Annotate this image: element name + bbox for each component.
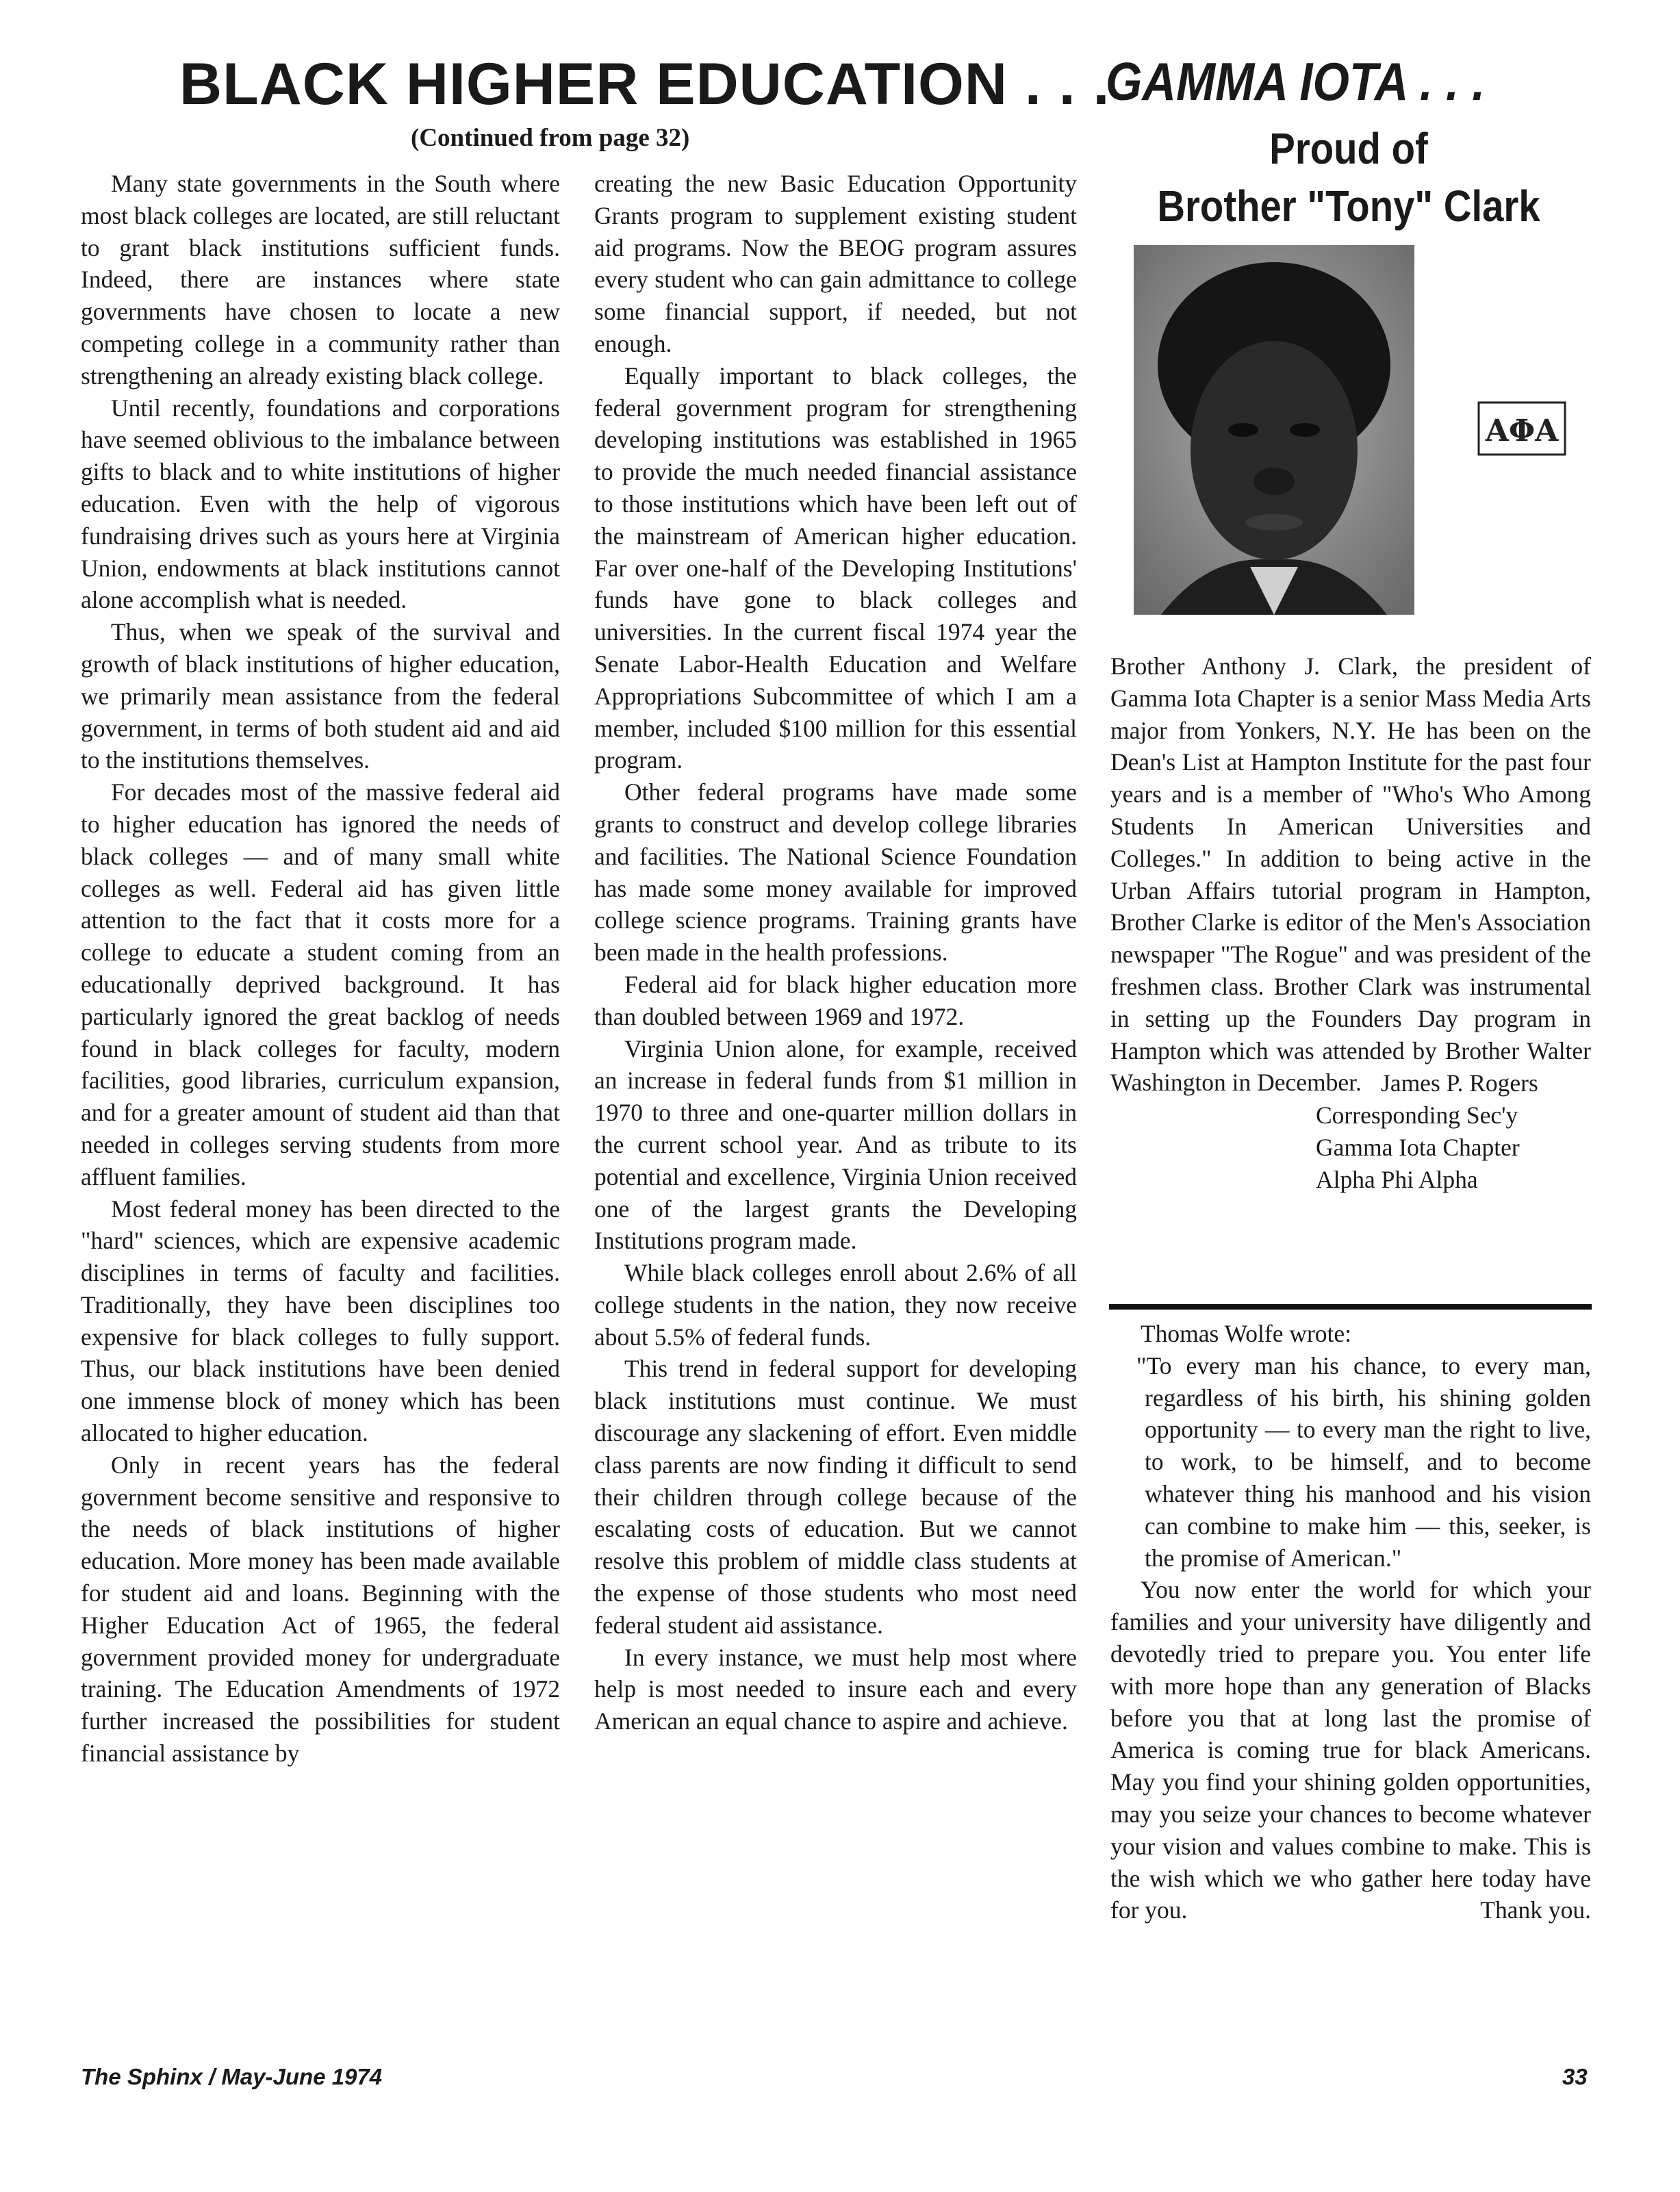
paragraph: Federal aid for black higher education more than doubled between 1969 and 1972. xyxy=(594,970,1077,1030)
paragraph: Most federal money has been directed to the "hard" sciences, which are expensive academic disciplines in terms of faculty and facilities. Traditionally, they have been disciplines too expensive for black colleges to fully support. Thus, our black institutions have been denied one immense block of money which has been allocated to higher education. xyxy=(81,1195,560,1447)
paragraph: For decades most of the massive federal aid to higher education has ignored the needs of black colleges — and of many small white colleges as well. Federal aid has given little attention to the fact that it costs more for a college to educate a student coming from an educationally deprived background. It has particularly ignored the great backlog of needs found in black colleges for faculty, modern facilities, good libraries, curriculum expansion, and for a greater amount of student aid than that needed in colleges serving students from more affluent families. xyxy=(81,778,560,1190)
paragraph: While black colleges enroll about 2.6% of all college students in the nation, they now receive about 5.5% of federal funds. xyxy=(594,1259,1077,1351)
signature-name: James P. Rogers xyxy=(1381,1069,1538,1097)
paragraph: In every instance, we must help most where help is most needed to insure each and every American an equal chance to aspire and achieve. xyxy=(594,1643,1077,1735)
closing-column xyxy=(1110,1318,1591,1926)
paragraph: Thus, when we speak of the survival and growth of black institutions of higher education, we primarily mean assistance from the federal government, in terms of both student aid and aid to the institutions themselves. xyxy=(81,618,560,774)
portrait-photo xyxy=(1134,245,1414,615)
publication-footer: The Sphinx / May-June 1974 xyxy=(81,2064,383,2089)
paragraph: This trend in federal support for developing black institutions must continue. We must discourage any slackening of effort. Even middle class parents are now finding it difficult to send their children through college because of the escalating costs of education. But we cannot resolve this problem of middle class students at the expense of those students who most need federal student aid assistance. xyxy=(594,1355,1077,1639)
proud-line-1: Proud of xyxy=(1269,124,1428,173)
article-column-2 xyxy=(594,168,1077,1737)
paragraph: Only in recent years has the federal government become sensitive and responsive to the needs of black institutions of higher education. More money has been made available for student aid and loans. Beginning with the Higher Education Act of 1965, the federal government provided money for undergraduate training. The Education Amendments of 1972 further increased the possibilities for student financial assistance by xyxy=(81,1451,560,1768)
signature-chapter: Gamma Iota Chapter xyxy=(1316,1133,1520,1161)
article-headline: BLACK HIGHER EDUCATION . . . xyxy=(179,51,1110,117)
signature-fraternity: Alpha Phi Alpha xyxy=(1316,1165,1478,1193)
closing-paragraph xyxy=(1110,1574,1591,1926)
thank-you: Thank you. xyxy=(1480,1896,1591,1924)
sidebar-title: GAMMA IOTA . . . xyxy=(1106,51,1486,112)
paragraph: Until recently, foundations and corporations have seemed oblivious to the imbalance between gifts to black and to white institutions of higher education. Even with the help of vigorous fundraising drives such as yours here at Virginia Union, endowments at black institutions cannot alone accomplish what is needed. xyxy=(81,394,560,614)
article-column-1 xyxy=(81,168,560,1770)
quote-intro: Thomas Wolfe wrote: xyxy=(1141,1320,1352,1347)
paragraph: Many state governments in the South where most black colleges are located, are still reluctant to grant black institutions sufficient funds. Indeed, there are instances where state governments have chosen to locate a new competing college in a community rather than strengthening an already existing black college. xyxy=(81,170,560,390)
crest-letters: ΑΦΑ xyxy=(1485,413,1559,448)
paragraph: Virginia Union alone, for example, received an increase in federal funds from $1 million in 1970 to three and one-quarter million dollars in the current school year. And as tribute to its potential and excellence, Virginia Union received one of the largest grants the Developing Institutions program made. xyxy=(594,1034,1077,1255)
paragraph: Other federal programs have made some grants to construct and develop college libraries and facilities. The National Science Foundation has made some money available for improved college science programs. Training grants have been made in the health professions. xyxy=(594,778,1077,967)
paragraph: creating the new Basic Education Opportunity Grants program to supplement existing student aid programs. Now the BEOG program assures every student who can gain admittance to college some financial support, if needed, but not enough. xyxy=(594,170,1077,357)
closing-text: You now enter the world for which your families and your university have diligently and devotedly tried to prepare you. You enter life with more hope than any generation of Blacks before you that at long last the promise of America is coming true for black Americans. May you find your shining golden opportunities, may you seize your chances to become whatever your vision and values combine to make. This is the wish which we who gather here today have for you. xyxy=(1110,1576,1591,1924)
continued-note: (Continued from page 32) xyxy=(411,124,690,152)
page-number: 33 xyxy=(1562,2064,1588,2089)
signature-title: Corresponding Sec'y xyxy=(1316,1101,1518,1129)
wolfe-quote: "To every man his chance, to every man, regardless of his birth, his shining golden opportunity — to every man the right to live, to work, to be himself, and to become whatever thing his manhood and his vision can combine to make him — this, seeker, is the promise of American." xyxy=(1136,1351,1591,1572)
section-divider xyxy=(1109,1304,1592,1310)
alpha-phi-alpha-crest-icon xyxy=(1477,400,1566,457)
proud-line-2: Brother "Tony" Clark xyxy=(1157,181,1540,231)
sidebar-caption xyxy=(1110,650,1591,1195)
caption-text: Brother Anthony J. Clark, the president of Gamma Iota Chapter is a senior Mass Media Arts major from Yonkers, N.Y. He has been on the Dean's List at Hampton Institute for the past four years and is a member of "Who's Who Among Students In American Universities and Colleges." In addition to being active in the Urban Affairs tutorial program in Hampton, Brother Clarke is editor of the Men's Association newspaper "The Rogue" and was president of the freshmen class. Brother Clark was instrumental in setting up the Founders Day program in Hampton which was attended by Brother Walter Washington in December. xyxy=(1110,652,1591,1097)
sidebar-headline xyxy=(1150,120,1548,235)
paragraph: Equally important to black colleges, the federal government program for strengthening developing institutions was established in 1965 to provide the much needed financial assistance to those institutions which have been left out of the mainstream of American higher education. Far over one-half of the Developing Institutions' funds have gone to black colleges and universities. In the current fiscal 1974 year the Senate Labor-Health Education and Welfare Appropriations Subcommittee of which I am a member, included $100 million for this essential program. xyxy=(594,361,1077,774)
